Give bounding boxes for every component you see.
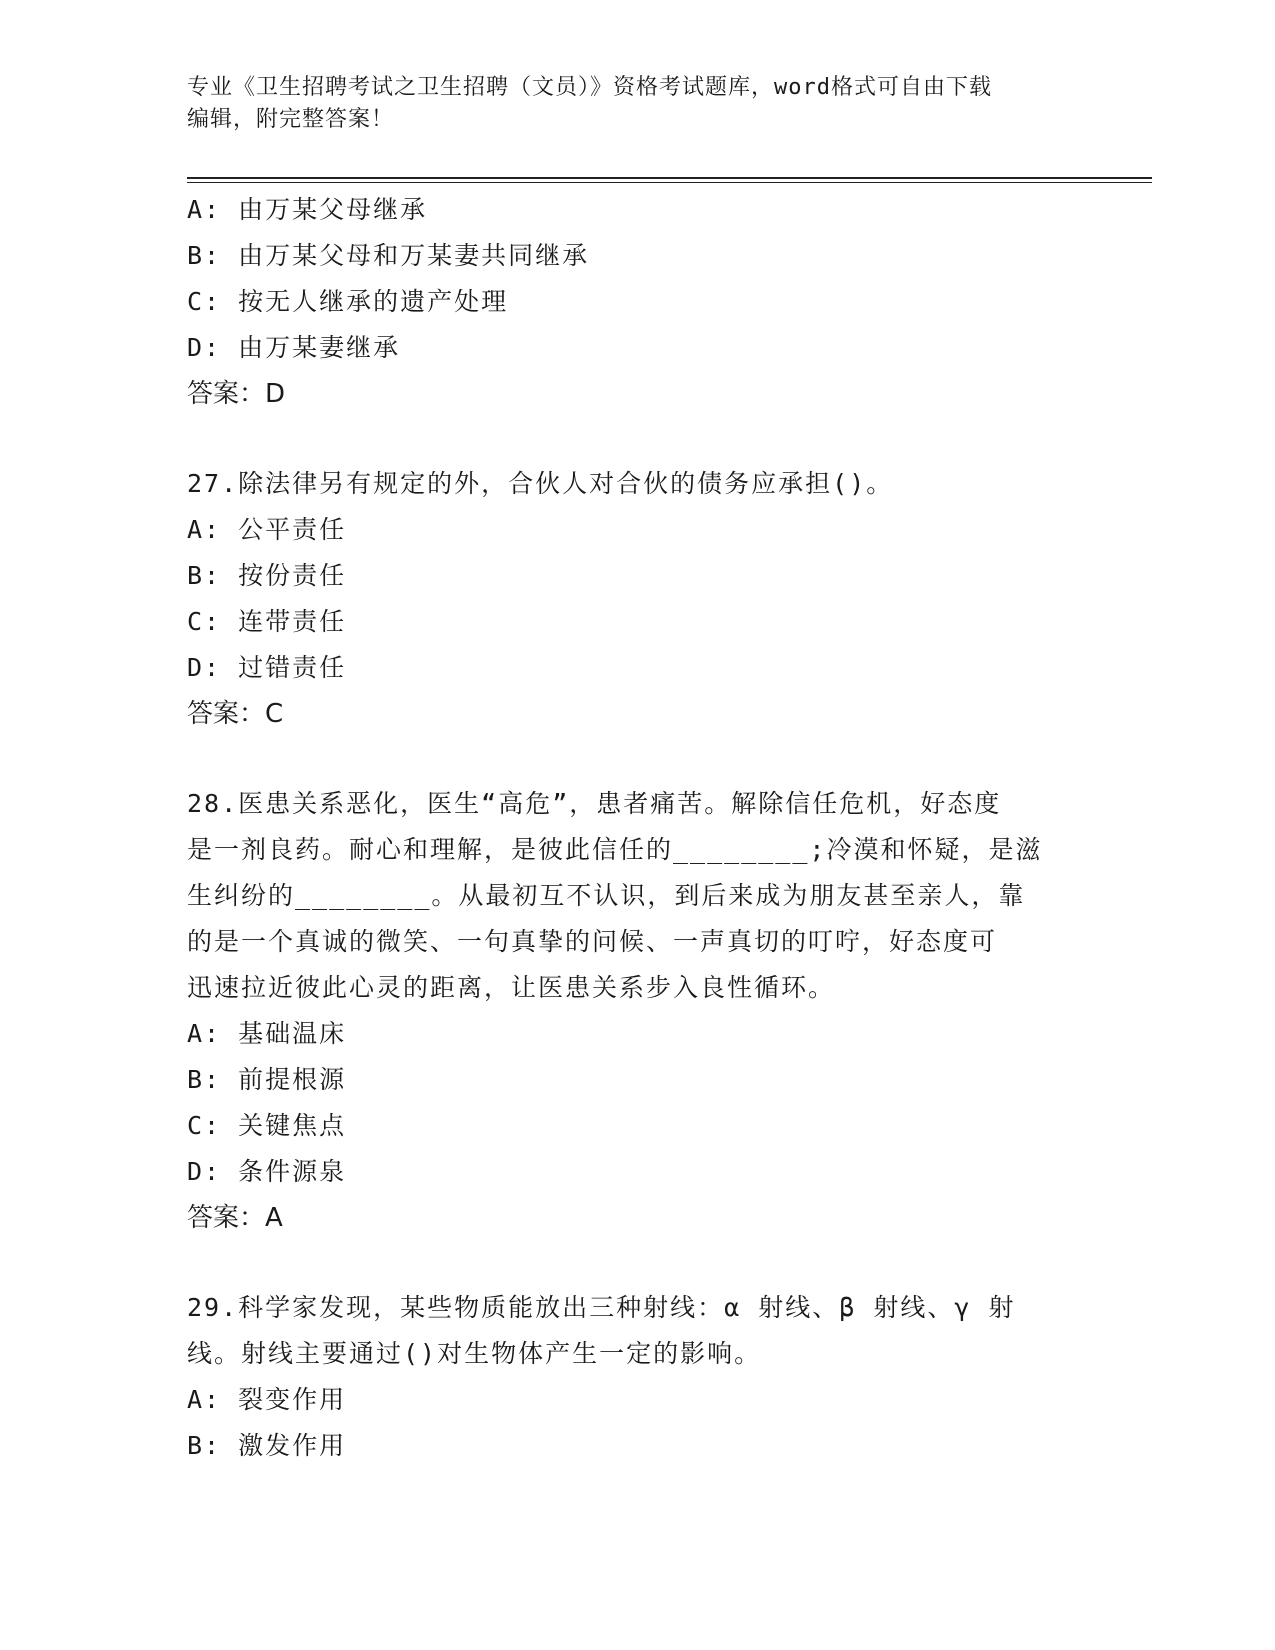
option-b: B: 按份责任 <box>187 561 347 590</box>
answer-line: 答案：D <box>187 379 286 409</box>
header-line-1: 专业《卫生招聘考试之卫生招聘（文员）》资格考试题库，word格式可自由下载 <box>187 75 992 100</box>
answer-line: 答案：C <box>187 699 284 729</box>
option-a: A: 裂变作用 <box>187 1385 347 1414</box>
question-27 <box>187 461 1087 737</box>
option-c: C: 关键焦点 <box>187 1111 347 1140</box>
header-line-2: 编辑，附完整答案！ <box>187 107 395 132</box>
document-header <box>187 72 1087 136</box>
option-d: D: 过错责任 <box>187 653 347 682</box>
option-d: D: 由万某妻继承 <box>187 333 401 362</box>
option-b: B: 前提根源 <box>187 1065 347 1094</box>
option-b: B: 由万某父母和万某妻共同继承 <box>187 241 590 270</box>
option-a: A: 基础温床 <box>187 1019 347 1048</box>
question-stem: 27.除法律另有规定的外，合伙人对合伙的债务应承担()。 <box>187 469 894 498</box>
question-stem-line: 的是一个真诚的微笑、一句真挚的问候、一声真切的叮咛，好态度可 <box>187 927 998 956</box>
header-divider-thin <box>187 182 1152 183</box>
question-stem-line: 是一剂良药。耐心和理解，是彼此信任的________;冷漠和怀疑，是滋 <box>187 835 1043 864</box>
header-divider-thick <box>187 177 1152 179</box>
answer-line: 答案：A <box>187 1203 283 1233</box>
option-d: D: 条件源泉 <box>187 1157 347 1186</box>
option-c: C: 按无人继承的遗产处理 <box>187 287 509 316</box>
spacer <box>187 737 1087 781</box>
question-29 <box>187 1285 1087 1469</box>
question-stem-line: 生纠纷的________。从最初互不认识，到后来成为朋友甚至亲人，靠 <box>187 881 1026 910</box>
question-stem-line: 28.医患关系恶化，医生“高危”，患者痛苦。解除信任危机，好态度 <box>187 789 1002 818</box>
question-28 <box>187 781 1087 1241</box>
question-stem-line: 迅速拉近彼此心灵的距离，让医患关系步入良性循环。 <box>187 973 836 1002</box>
option-a: A: 由万某父母继承 <box>187 195 428 224</box>
spacer <box>187 417 1087 461</box>
question-26 <box>187 187 1087 417</box>
question-stem-line: 29.科学家发现，某些物质能放出三种射线：α 射线、β 射线、γ 射 <box>187 1293 1016 1322</box>
question-stem-line: 线。射线主要通过()对生物体产生一定的影响。 <box>187 1339 762 1368</box>
spacer <box>187 1241 1087 1285</box>
option-b: B: 激发作用 <box>187 1431 347 1460</box>
question-list <box>187 187 1087 1469</box>
option-c: C: 连带责任 <box>187 607 347 636</box>
option-a: A: 公平责任 <box>187 515 347 544</box>
